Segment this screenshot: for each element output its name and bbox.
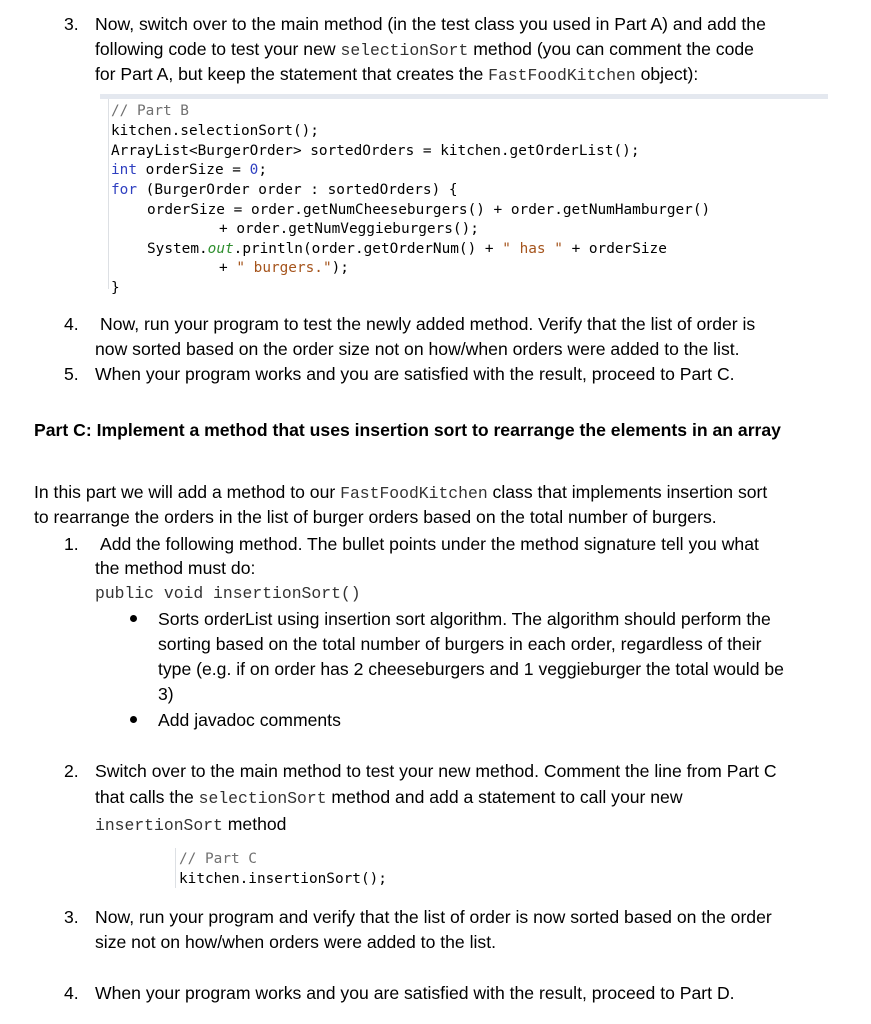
code-keyword: int (111, 162, 137, 178)
code-text: ; (258, 162, 267, 178)
c-step-4-line-1: When your program works and you are satisfied with the result, proceed to Part D. (95, 983, 735, 1003)
c-step-1-line-1: Add the following method. The bullet points under the method signature tell you what (100, 534, 759, 554)
fastfoodkitchen-inline-code: FastFoodKitchen (488, 66, 636, 85)
code-line: // Part C (179, 851, 257, 867)
code-text: System. (147, 241, 208, 257)
intro-text: In this part we will add a method to our (34, 482, 341, 502)
code-field: out (207, 241, 234, 257)
code-text: .println(order.getOrderNum() + (233, 241, 503, 257)
step-3-line-1: Now, switch over to the main method (in the test class you used in Part A) and add the (95, 14, 766, 34)
bullet-1-line-2: sorting based on the total number of burgers in each order, regardless of their (158, 634, 762, 654)
insertion-sort-inline-code: insertionSort (95, 816, 223, 835)
bullet-2: Add javadoc comments (158, 710, 341, 730)
step-text: method (222, 814, 287, 834)
code-line: // Part B (111, 103, 189, 119)
code-text: + (219, 260, 237, 276)
part-c-intro-line-2: to rearrange the orders in the list of burger orders based on the total number of burgers. (34, 507, 717, 527)
code-line: orderSize = order.getNumCheeseburgers() + order.getNumHamburger() (147, 202, 711, 218)
bullet-1-line-1: Sorts orderList using insertion sort algorithm. The algorithm should perform the (158, 609, 771, 629)
insertion-sort-signature: public void insertionSort() (95, 584, 361, 603)
bullet-icon (130, 716, 137, 723)
c-step-2-line-2 (95, 785, 683, 811)
step-text: that calls the (95, 787, 199, 807)
c-step-1-number: 1. (64, 534, 79, 554)
code-string: " has " (502, 241, 563, 257)
part-c-heading: Part C: Implement a method that uses insertion sort to rearrange the elements in an array (34, 420, 781, 440)
intro-text: class that implements insertion sort (487, 482, 768, 502)
step-3-text: for Part A, but keep the statement that creates the (95, 64, 489, 84)
c-step-2-line-1: Switch over to the main method to test your new method. Comment the line from Part C (95, 761, 777, 781)
step-4-line-1: Now, run your program to test the newly added method. Verify that the list of order is (100, 314, 756, 334)
bullet-1-line-4: 3) (158, 684, 174, 704)
selection-sort-inline-code: selectionSort (198, 789, 327, 808)
fastfoodkitchen-inline-code: FastFoodKitchen (340, 484, 488, 503)
bullet-icon (130, 615, 137, 622)
code-text: ); (331, 260, 349, 276)
c-step-3-number: 3. (64, 907, 79, 927)
step-3-line-3 (95, 62, 698, 88)
code-line: + order.getNumVeggieburgers(); (219, 221, 479, 237)
step-5-number: 5. (64, 364, 79, 384)
code-number: 0 (249, 162, 259, 178)
code-line: kitchen.selectionSort(); (111, 123, 319, 139)
step-3-number: 3. (64, 14, 79, 34)
code-line: } (111, 280, 120, 296)
code-text: (BurgerOrder order : sortedOrders) { (137, 182, 458, 198)
code-block-header-bar (100, 94, 828, 99)
step-3-text: object): (635, 64, 699, 84)
selection-sort-inline-code: selectionSort (340, 41, 469, 60)
code-text: + orderSize (562, 241, 667, 257)
code-block-gutter-line (175, 848, 176, 888)
code-line: kitchen.insertionSort(); (179, 871, 387, 887)
bullet-1-line-3: type (e.g. if on order has 2 cheeseburgers and 1 veggieburger the total would be (158, 659, 784, 679)
c-step-3-line-1: Now, run your program and verify that the list of order is now sorted based on the order (95, 907, 772, 927)
code-line (111, 180, 458, 200)
step-3-line-2 (95, 37, 754, 63)
step-3-text: method (you can comment the code (468, 39, 754, 59)
c-step-2-number: 2. (64, 761, 79, 781)
c-step-3-line-2: size not on how/when orders were added to the list. (95, 932, 496, 952)
step-text: method and add a statement to call your new (326, 787, 683, 807)
step-4-number: 4. (64, 314, 79, 334)
code-block-gutter-line (108, 99, 109, 289)
step-3-text: following code to test your new (95, 39, 341, 59)
code-line (111, 160, 267, 180)
code-text: orderSize = (137, 162, 250, 178)
c-step-1-line-2: the method must do: (95, 558, 256, 578)
code-line (147, 239, 667, 259)
code-keyword: for (111, 182, 137, 198)
code-line (219, 258, 349, 278)
step-4-line-2: now sorted based on the order size not on how/when orders were added to the list. (95, 339, 740, 359)
code-string: " burgers." (236, 260, 332, 276)
step-5-line-1: When your program works and you are satisfied with the result, proceed to Part C. (95, 364, 735, 384)
c-step-4-number: 4. (64, 983, 79, 1003)
code-line: ArrayList<BurgerOrder> sortedOrders = kitchen.getOrderList(); (111, 143, 640, 159)
c-step-2-line-3 (95, 812, 286, 838)
part-c-intro-line-1 (34, 480, 767, 506)
